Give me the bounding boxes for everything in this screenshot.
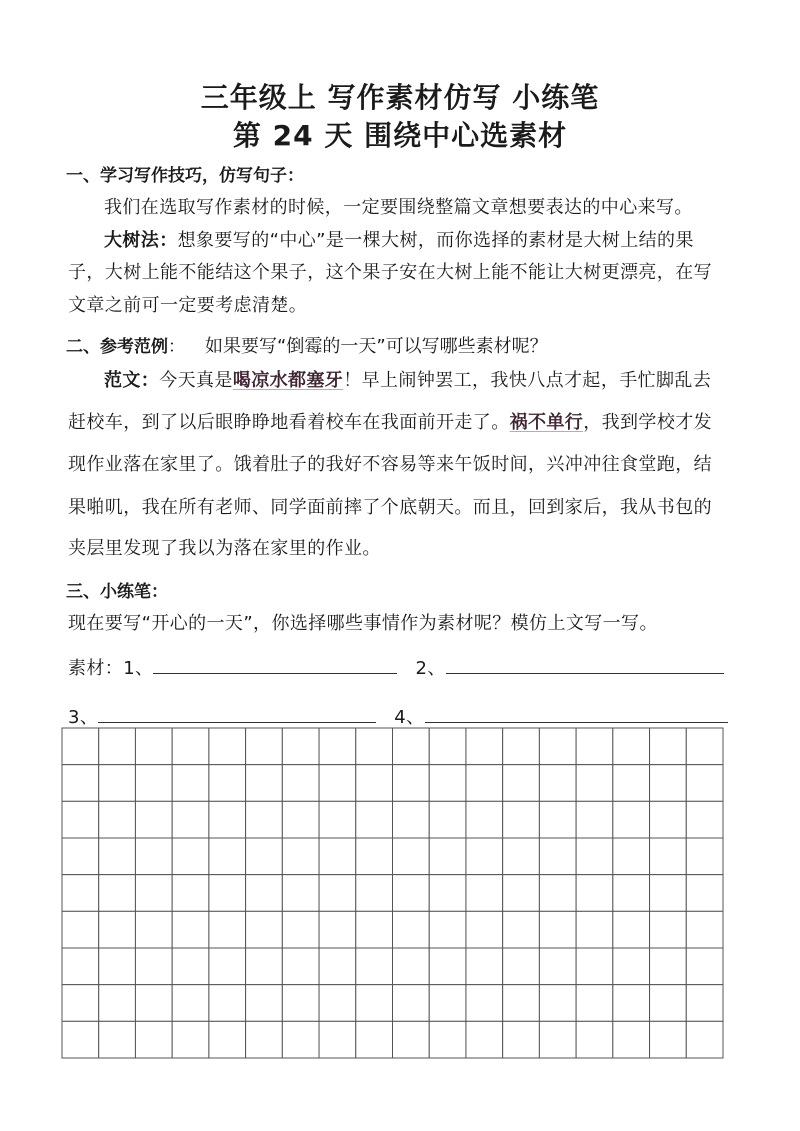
grid-cell[interactable] xyxy=(99,838,136,875)
grid-cell[interactable] xyxy=(539,875,576,912)
grid-cell[interactable] xyxy=(650,911,687,948)
grid-cell[interactable] xyxy=(429,985,466,1022)
material-row-1 xyxy=(68,653,724,680)
section2-question: 如果要写“倒霉的一天”可以写哪些素材呢？ xyxy=(205,336,548,357)
grid-cell[interactable] xyxy=(209,801,246,838)
grid-cell[interactable] xyxy=(576,765,613,802)
grid-cell[interactable] xyxy=(393,985,430,1022)
grid-cell[interactable] xyxy=(246,1021,283,1058)
grid-cell[interactable] xyxy=(429,948,466,985)
grid-cell[interactable] xyxy=(356,911,393,948)
grid-cell[interactable] xyxy=(539,1021,576,1058)
grid-cell[interactable] xyxy=(393,948,430,985)
grid-cell[interactable] xyxy=(319,948,356,985)
grid-cell[interactable] xyxy=(393,765,430,802)
item-number: 1、 xyxy=(123,658,154,679)
grid-cell[interactable] xyxy=(135,875,172,912)
writing-grid[interactable] xyxy=(61,727,725,1060)
grid-cell[interactable] xyxy=(429,1021,466,1058)
grid-cell[interactable] xyxy=(172,801,209,838)
grid-cell[interactable] xyxy=(503,948,540,985)
grid-cell[interactable] xyxy=(356,1021,393,1058)
example-line1 xyxy=(104,366,711,392)
grid-cell[interactable] xyxy=(539,728,576,765)
grid-cell[interactable] xyxy=(62,728,99,765)
grid-cell[interactable] xyxy=(135,801,172,838)
grid-cell[interactable] xyxy=(393,911,430,948)
grid-cell[interactable] xyxy=(539,948,576,985)
grid-cell[interactable] xyxy=(62,948,99,985)
material-label: 素材： xyxy=(68,658,124,679)
grid-cell[interactable] xyxy=(613,838,650,875)
example-line2 xyxy=(68,408,712,434)
grid-cell[interactable] xyxy=(613,875,650,912)
grid-cell[interactable] xyxy=(172,948,209,985)
grid-cell[interactable] xyxy=(686,801,723,838)
grid-cell[interactable] xyxy=(99,728,136,765)
material-1-input[interactable] xyxy=(153,653,397,674)
grid-cell[interactable] xyxy=(650,875,687,912)
grid-cell[interactable] xyxy=(246,875,283,912)
grid-cell[interactable] xyxy=(429,765,466,802)
grid-cell[interactable] xyxy=(172,1021,209,1058)
grid-cell[interactable] xyxy=(62,985,99,1022)
grid-cell[interactable] xyxy=(686,838,723,875)
grid-cell[interactable] xyxy=(356,985,393,1022)
grid-cell[interactable] xyxy=(246,728,283,765)
grid-cell[interactable] xyxy=(356,728,393,765)
grid-cell[interactable] xyxy=(466,801,503,838)
grid-cell[interactable] xyxy=(62,801,99,838)
grid-cell[interactable] xyxy=(503,1021,540,1058)
grid-cell[interactable] xyxy=(99,801,136,838)
grid-cell[interactable] xyxy=(319,728,356,765)
grid-cell[interactable] xyxy=(282,765,319,802)
section3-heading: 三、小练笔： xyxy=(66,582,168,602)
section1-para1: 我们在选取写作素材的时候，一定要围绕整篇文章想要表达的中心来写。 xyxy=(104,197,693,218)
grid-cell[interactable] xyxy=(282,875,319,912)
grid-cell[interactable] xyxy=(356,801,393,838)
grid-cell[interactable] xyxy=(650,765,687,802)
grid-cell[interactable] xyxy=(686,765,723,802)
grid-cell[interactable] xyxy=(576,1021,613,1058)
grid-cell[interactable] xyxy=(246,765,283,802)
grid-cell[interactable] xyxy=(209,728,246,765)
grid-cell[interactable] xyxy=(613,765,650,802)
grid-cell[interactable] xyxy=(135,948,172,985)
grid-cell[interactable] xyxy=(429,838,466,875)
grid-cell[interactable] xyxy=(613,911,650,948)
example-line3: 现作业落在家里了。饿着肚子的我好不容易等来午饭时间，兴冲冲往食堂跑，结 xyxy=(68,454,712,475)
grid-cell[interactable] xyxy=(209,838,246,875)
grid-cell[interactable] xyxy=(356,838,393,875)
grid-cell[interactable] xyxy=(246,985,283,1022)
grid-cell[interactable] xyxy=(282,985,319,1022)
grid-cell[interactable] xyxy=(576,948,613,985)
grid-cell[interactable] xyxy=(99,1021,136,1058)
grid-cell[interactable] xyxy=(466,875,503,912)
grid-cell[interactable] xyxy=(576,875,613,912)
grid-cell[interactable] xyxy=(282,838,319,875)
grid-cell[interactable] xyxy=(686,1021,723,1058)
grid-cell[interactable] xyxy=(613,1021,650,1058)
tree-method-label: 大树法： xyxy=(104,230,178,251)
grid-cell[interactable] xyxy=(246,838,283,875)
grid-cell[interactable] xyxy=(62,911,99,948)
grid-cell[interactable] xyxy=(613,801,650,838)
text: 赶校车，到了以后眼睁睁地看着校车在我面前开走了。 xyxy=(68,412,510,433)
grid-cell[interactable] xyxy=(246,911,283,948)
item-number: 2、 xyxy=(415,658,446,679)
grid-cell[interactable] xyxy=(576,985,613,1022)
grid-cell[interactable] xyxy=(319,1021,356,1058)
grid-cell[interactable] xyxy=(172,875,209,912)
grid-cell[interactable] xyxy=(503,801,540,838)
material-4-input[interactable] xyxy=(425,702,728,723)
highlight-phrase: 祸不单行 xyxy=(509,412,584,433)
section1-para2-line3: 文章之前可一定要考虑清楚。 xyxy=(68,295,308,316)
grid-cell[interactable] xyxy=(172,911,209,948)
example-label: 范文： xyxy=(104,370,160,391)
grid-cell[interactable] xyxy=(650,728,687,765)
grid-cell[interactable] xyxy=(466,765,503,802)
grid-cell[interactable] xyxy=(209,875,246,912)
grid-cell[interactable] xyxy=(172,838,209,875)
grid-cell[interactable] xyxy=(539,911,576,948)
grid-cell[interactable] xyxy=(209,985,246,1022)
grid-cell[interactable] xyxy=(576,911,613,948)
grid-cell[interactable] xyxy=(99,875,136,912)
grid-cell[interactable] xyxy=(319,801,356,838)
grid-cell[interactable] xyxy=(135,765,172,802)
grid-cell[interactable] xyxy=(319,765,356,802)
example-line5: 夹层里发现了我以为落在家里的作业。 xyxy=(68,538,381,559)
material-2-input[interactable] xyxy=(446,653,724,674)
grid-cell[interactable] xyxy=(393,1021,430,1058)
grid-cell[interactable] xyxy=(319,875,356,912)
grid-cell[interactable] xyxy=(209,911,246,948)
grid-cell[interactable] xyxy=(356,765,393,802)
grid-cell[interactable] xyxy=(613,985,650,1022)
item-number: 4、 xyxy=(394,707,425,728)
grid-cell[interactable] xyxy=(393,728,430,765)
title-line2: 第 24 天 围绕中心选素材 xyxy=(232,119,568,152)
grid-cell[interactable] xyxy=(172,985,209,1022)
grid-cell[interactable] xyxy=(686,948,723,985)
grid-cell[interactable] xyxy=(650,948,687,985)
grid-cell[interactable] xyxy=(429,875,466,912)
grid-cell[interactable] xyxy=(209,948,246,985)
grid-cell[interactable] xyxy=(466,948,503,985)
text: ，我到学校才发 xyxy=(583,412,713,433)
grid-cell[interactable] xyxy=(539,985,576,1022)
grid-cell[interactable] xyxy=(99,948,136,985)
grid-cell[interactable] xyxy=(503,911,540,948)
grid-cell[interactable] xyxy=(319,985,356,1022)
grid-cell[interactable] xyxy=(539,801,576,838)
grid-cell[interactable] xyxy=(539,838,576,875)
section1-para2-line1 xyxy=(104,226,694,252)
grid-cell[interactable] xyxy=(282,911,319,948)
grid-cell[interactable] xyxy=(99,765,136,802)
grid-cell[interactable] xyxy=(503,765,540,802)
section2-heading-row xyxy=(66,332,548,358)
grid-cell[interactable] xyxy=(282,801,319,838)
example-line4: 果啪叽，我在所有老师、同学面前摔了个底朝天。而且，回到家后，我从书包的 xyxy=(68,497,712,518)
grid-cell[interactable] xyxy=(319,911,356,948)
grid-cell[interactable] xyxy=(503,838,540,875)
grid-cell[interactable] xyxy=(429,911,466,948)
grid-cell[interactable] xyxy=(393,875,430,912)
grid-cell[interactable] xyxy=(650,1021,687,1058)
grid-cell[interactable] xyxy=(429,801,466,838)
grid-cell[interactable] xyxy=(319,838,356,875)
grid-cell[interactable] xyxy=(686,728,723,765)
grid-cell[interactable] xyxy=(209,1021,246,1058)
grid-cell[interactable] xyxy=(99,911,136,948)
grid-cell[interactable] xyxy=(650,801,687,838)
grid-cell[interactable] xyxy=(282,948,319,985)
grid-cell[interactable] xyxy=(650,838,687,875)
text: 想象要写的“中心”是一棵大树，而你选择的素材是大树上结的果 xyxy=(177,230,694,251)
sep: ： xyxy=(168,337,185,357)
grid-cell[interactable] xyxy=(686,985,723,1022)
text: 今天真是 xyxy=(159,370,233,391)
grid-cell[interactable] xyxy=(282,1021,319,1058)
grid-cell[interactable] xyxy=(246,801,283,838)
section3-prompt: 现在要写“开心的一天”，你选择哪些事情作为素材呢？模仿上文写一写。 xyxy=(68,613,658,634)
grid-cell[interactable] xyxy=(466,985,503,1022)
grid-cell[interactable] xyxy=(62,1021,99,1058)
grid-cell[interactable] xyxy=(172,728,209,765)
text: ！早上闹钟罢工，我快八点才起，手忙脚乱去 xyxy=(343,370,712,391)
grid-cell[interactable] xyxy=(135,911,172,948)
grid-cell[interactable] xyxy=(503,875,540,912)
grid-cell[interactable] xyxy=(62,875,99,912)
section1-para2-line2: 子，大树上能不能结这个果子，这个果子安在大树上能不能让大树更漂亮，在写 xyxy=(68,262,712,283)
highlight-phrase: 喝凉水都塞牙 xyxy=(232,370,344,391)
grid-cell[interactable] xyxy=(466,1021,503,1058)
grid-cell[interactable] xyxy=(246,948,283,985)
grid-cell[interactable] xyxy=(135,728,172,765)
grid-cell[interactable] xyxy=(576,728,613,765)
grid-cell[interactable] xyxy=(539,765,576,802)
grid-cell[interactable] xyxy=(650,985,687,1022)
section1-heading: 一、学习写作技巧，仿写句子： xyxy=(66,166,304,186)
grid-cell[interactable] xyxy=(429,728,466,765)
grid-cell[interactable] xyxy=(466,728,503,765)
grid-cell[interactable] xyxy=(356,948,393,985)
grid-cell[interactable] xyxy=(613,728,650,765)
grid-cell[interactable] xyxy=(135,838,172,875)
grid-cell[interactable] xyxy=(62,838,99,875)
grid-cell[interactable] xyxy=(209,765,246,802)
material-row-2 xyxy=(68,702,728,729)
grid-cell[interactable] xyxy=(576,801,613,838)
material-3-input[interactable] xyxy=(98,702,376,723)
grid-cell[interactable] xyxy=(686,911,723,948)
grid-cell[interactable] xyxy=(135,1021,172,1058)
section2-heading: 二、参考范例 xyxy=(66,337,168,357)
grid-cell[interactable] xyxy=(282,728,319,765)
grid-cell[interactable] xyxy=(172,765,209,802)
item-number: 3、 xyxy=(68,707,99,728)
grid-cell[interactable] xyxy=(503,728,540,765)
grid-cell[interactable] xyxy=(576,838,613,875)
grid-cell[interactable] xyxy=(393,801,430,838)
grid-cell[interactable] xyxy=(135,985,172,1022)
grid-cell[interactable] xyxy=(613,948,650,985)
grid-cell[interactable] xyxy=(99,985,136,1022)
grid-cell[interactable] xyxy=(393,838,430,875)
title-line1: 三年级上 写作素材仿写 小练笔 xyxy=(200,81,600,114)
grid-cell[interactable] xyxy=(466,911,503,948)
grid-cell[interactable] xyxy=(686,875,723,912)
grid-cell[interactable] xyxy=(503,985,540,1022)
grid-cell[interactable] xyxy=(356,875,393,912)
grid-cell[interactable] xyxy=(62,765,99,802)
grid-cell[interactable] xyxy=(466,838,503,875)
